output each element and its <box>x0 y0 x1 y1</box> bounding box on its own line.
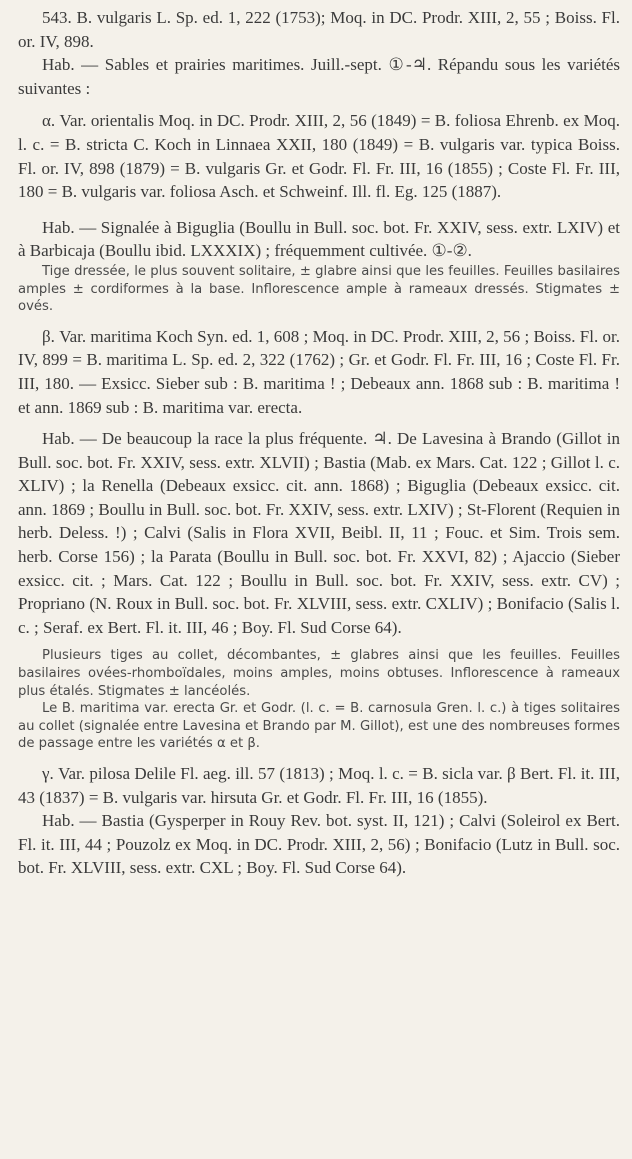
habitat-paragraph: Hab. — Sables et prairies maritimes. Juill.-sept. ①-♃. Répandu sous les variétés suivantes : <box>18 55 620 98</box>
maritima-habitat-paragraph: Hab. — De beaucoup la race la plus fréquente. ♃. De Lavesina à Brando (Gillot in Bull. soc. bot. Fr. XXIV, sess. extr. XLVII) ; Bastia (Mab. ex Mars. Cat. 122 ; Gillot l. c. XLIV) ; la Renella (Debeaux exsicc. cit. ann. 1868) ; Biguglia (Debeaux exsicc. cit. ann. 1869 ; Boullu in Bull. soc. bot. Fr. XXIV, sess. extr. LXIV) ; St-Florent (Requien in herb. Deless. !) ; Calvi (Salis in Flora XVII, Beibl. II, 11 ; Fouc. et Sim. Trois sem. herb. Corse 156) ; la Parata (Boullu in Bull. soc. bot. Fr. XXVI, 82) ; Ajaccio (Sieber exsicc. cit. ; Mars. Cat. 122 ; Boullu in Bull. soc. bot. Fr. XXIV, sess. extr. CV) ; Propriano (N. Roux in Bull. soc. bot. Fr. XLVIII, sess. extr. CXLIV) ; Bonifacio (Salis l. c. ; Seraf. ex Bert. Fl. it. III, 46 ; Boy. Fl. Sud Corse 64). <box>18 429 620 637</box>
pilosa-habitat-paragraph: Hab. — Bastia (Gysperper in Rouy Rev. bot. syst. II, 121) ; Calvi (Soleirol ex Bert. Fl. it. III, 44 ; Pouzolz ex Moq. in DC. Prodr. XIII, 2, 56) ; Bonifacio (Lutz in Bull. soc. bot. Fr. XLVIII, sess. extr. CXL ; Boy. Fl. Sud Corse 64). <box>18 811 620 878</box>
variety-orientalis-paragraph: α. Var. orientalis Moq. in DC. Prodr. XIII, 2, 56 (1849) = B. foliosa Ehrenb. ex Moq. l. c. = B. stricta C. Koch in Linnaea XXII, 180 (1849) = B. vulgaris var. typica Boiss. Fl. or. IV, 898 (1879) = B. vulgaris Gr. et Godr. Fl. Fr. III, 16 (1855) ; Coste Fl. Fr. III, 180 = B. vulgaris var. foliosa Asch. et Schweinf. Ill. fl. Eg. 125 (1887). <box>18 111 620 202</box>
variety-pilosa-paragraph: γ. Var. pilosa Delile Fl. aeg. ill. 57 (1813) ; Moq. l. c. = B. sicla var. β Bert. Fl. it. III, 43 (1837) = B. vulgaris var. hirsuta Gr. et Godr. Fl. Fr. III, 16 (1855). <box>18 764 620 807</box>
maritima-note-paragraph: Le B. maritima var. erecta Gr. et Godr. (l. c. = B. carnosula Gren. l. c.) à tiges solitaires au collet (signalée entre Lavesina et Brando par M. Gillot), est une des nombreuses formes de passage entre les variétés α et β. <box>18 701 620 752</box>
species-heading-paragraph: 543. B. vulgaris L. Sp. ed. 1, 222 (1753); Moq. in DC. Prodr. XIII, 2, 55 ; Boiss. Fl. or. IV, 898. <box>18 8 620 51</box>
variety-maritima-paragraph: β. Var. maritima Koch Syn. ed. 1, 608 ; Moq. in DC. Prodr. XIII, 2, 56 ; Boiss. Fl. or. IV, 899 = B. maritima L. Sp. ed. 2, 322 (1762) ; Gr. et Godr. Fl. Fr. III, 16 ; Coste Fl. Fr. III, 180. — Exsicc. Sieber sub : B. maritima ! ; Debeaux ann. 1868 sub : B. maritima ! et ann. 1869 sub : B. maritima var. erecta. <box>18 326 620 417</box>
orientalis-description-paragraph: Tige dressée, le plus souvent solitaire, ± glabre ainsi que les feuilles. Feuilles basilaires amples ± cordiformes à la base. Inflorescence ample à rameaux dressés. Stigmates ± ovés. <box>18 263 620 315</box>
maritima-description-paragraph: Plusieurs tiges au collet, décombantes, ± glabres ainsi que les feuilles. Feuilles basilaires ovées-rhomboïdales, moins amples, moins obtuses. Inflorescence à rameaux plus étalés. Stigmates ± lancéolés. <box>18 648 620 699</box>
orientalis-habitat-paragraph: Hab. — Signalée à Biguglia (Boullu in Bull. soc. bot. Fr. XXIV, sess. extr. LXIV) et à Barbicaja (Boullu ibid. LXXXIX) ; fréquemment cultivée. ①-②. <box>18 217 620 261</box>
